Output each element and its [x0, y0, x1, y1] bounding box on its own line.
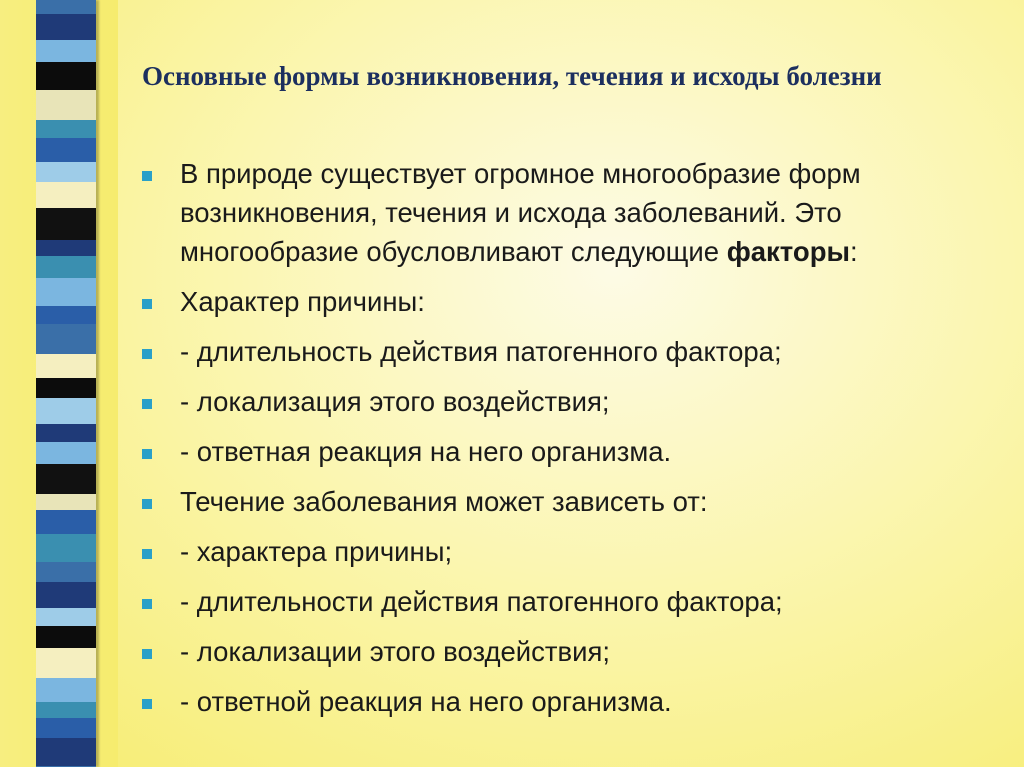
- stripe-segment: [36, 718, 96, 738]
- square-bullet-icon: [142, 171, 152, 181]
- stripe-segment: [36, 494, 96, 510]
- stripe-segment: [36, 442, 96, 464]
- stripe-segment: [36, 424, 96, 442]
- stripe-segment: [36, 582, 96, 608]
- stripe-segment: [36, 62, 96, 90]
- bullet-item: [138, 582, 998, 621]
- bullet-text: - локализация этого воздействия;: [180, 386, 610, 417]
- bullet-text: - ответная реакция на него организма.: [180, 436, 672, 467]
- bullet-item: [138, 432, 998, 471]
- bullet-text: Характер причины:: [180, 286, 425, 317]
- stripe-segment: [36, 306, 96, 324]
- bullet-text: - длительность действия патогенного фактора;: [180, 336, 782, 367]
- stripe-segment: [36, 90, 96, 120]
- stripe-segment: [36, 354, 96, 378]
- stripe-segment: [36, 120, 96, 138]
- stripe-segment: [36, 256, 96, 278]
- bullet-text: В природе существует огромное многообразие форм возникновения, течения и исхода заболеваний. Это многообразие обусловливают следующие: [180, 158, 861, 267]
- stripe-segment: [36, 182, 96, 208]
- stripe-segment: [36, 162, 96, 182]
- square-bullet-icon: [142, 399, 152, 409]
- stripe-segment: [36, 324, 96, 354]
- stripe-segment: [36, 240, 96, 256]
- bullet-item: [138, 382, 998, 421]
- slide-title: Основные формы возникновения, течения и исходы болезни: [142, 61, 882, 91]
- stripe-segment: [36, 648, 96, 678]
- square-bullet-icon: [142, 349, 152, 359]
- square-bullet-icon: [142, 699, 152, 709]
- square-bullet-icon: [142, 499, 152, 509]
- square-bullet-icon: [142, 549, 152, 559]
- bullet-text: :: [850, 236, 858, 267]
- stripe-segment: [36, 208, 96, 240]
- bullet-item: [138, 282, 998, 321]
- stripe-segment: [36, 626, 96, 648]
- bullet-text: - ответной реакция на него организма.: [180, 686, 672, 717]
- stripe-segment: [36, 398, 96, 424]
- square-bullet-icon: [142, 299, 152, 309]
- square-bullet-icon: [142, 599, 152, 609]
- decorative-stripe: [36, 0, 96, 767]
- square-bullet-icon: [142, 449, 152, 459]
- bullet-text: - характера причины;: [180, 536, 453, 567]
- stripe-segment: [36, 702, 96, 718]
- bullet-item: [138, 682, 998, 721]
- stripe-segment: [36, 534, 96, 562]
- left-frame: [0, 0, 118, 767]
- bullet-text-bold: факторы: [726, 236, 850, 267]
- stripe-segment: [36, 40, 96, 62]
- bullet-text: Течение заболевания может зависеть от:: [180, 486, 708, 517]
- bullet-list: [138, 154, 998, 732]
- stripe-segment: [36, 510, 96, 534]
- bullet-item: [138, 632, 998, 671]
- bullet-item: [138, 532, 998, 571]
- stripe-segment: [36, 0, 96, 14]
- bullet-item: [138, 332, 998, 371]
- stripe-segment: [36, 562, 96, 582]
- stripe-segment: [36, 378, 96, 398]
- stripe-segment: [36, 14, 96, 40]
- stripe-segment: [36, 464, 96, 494]
- stripe-segment: [36, 278, 96, 306]
- stripe-segment: [36, 678, 96, 702]
- stripe-segment: [36, 738, 96, 766]
- square-bullet-icon: [142, 649, 152, 659]
- bullet-item: [138, 154, 998, 271]
- stripe-segment: [36, 138, 96, 162]
- stripe-segment: [36, 608, 96, 626]
- bullet-text: - длительности действия патогенного фактора;: [180, 586, 783, 617]
- bullet-item: [138, 482, 998, 521]
- bullet-text: - локализации этого воздействия;: [180, 636, 611, 667]
